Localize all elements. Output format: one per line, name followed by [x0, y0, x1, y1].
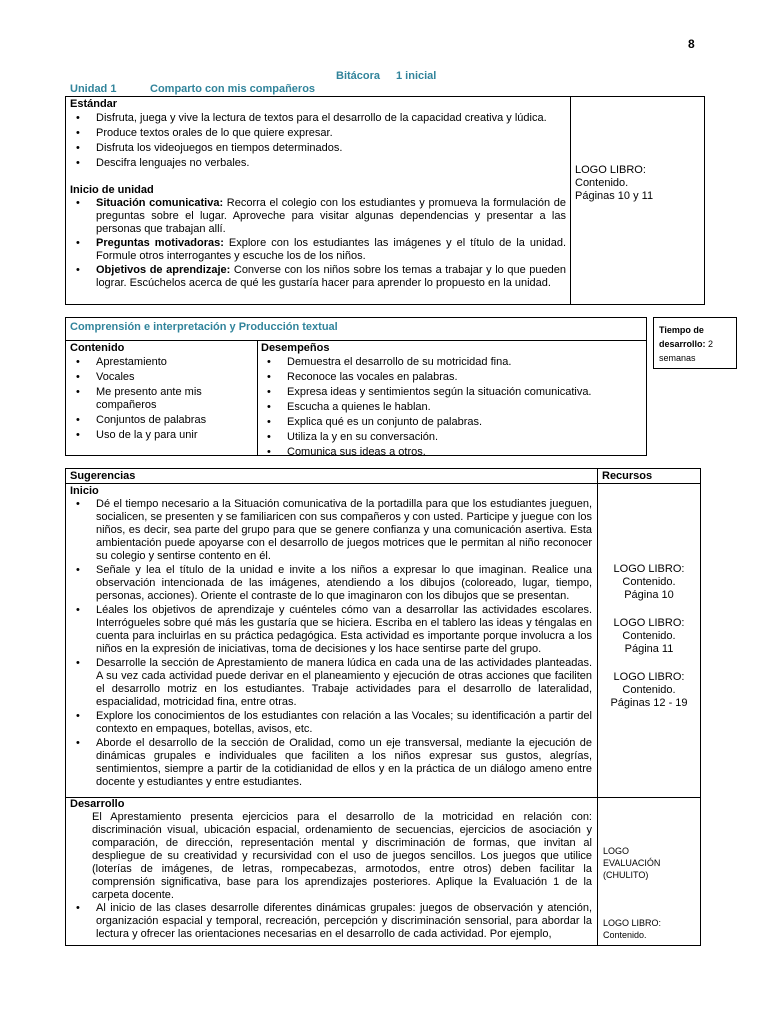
list-item: • Escucha a quienes le hablan. — [261, 401, 641, 414]
resource-block — [599, 671, 699, 710]
unit-number: Unidad 1 — [70, 83, 117, 95]
resource-line: Contenido. — [603, 930, 647, 940]
content-title: Contenido — [70, 342, 125, 354]
list-item: • Señale y lea el título de la unidad e invite a los niños a expresar lo que imaginan. Realice una observación intencionada de las imágenes, atendiendo a los dibujos (coloreado, lugar, tiempo, personas, acciones). Oriente el contraste de lo que imaginaron con los dibujos que se presentan. — [70, 564, 592, 603]
list-item: • Aborde el desarrollo de la sección de Oralidad, como un eje transversal, mediante la ejecución de dinámicas grupales e individuales que faciliten a los niños expresar sus gustos, alegrías, sentimientos, siempre a partir de la cotidianidad de ellos y en la práctica de un diálogo ameno entre docente y estudiantes y entre estudiantes. — [70, 737, 592, 789]
divider — [66, 483, 700, 484]
resource-block — [599, 617, 699, 656]
list-item: • Explica qué es un conjunto de palabras. — [261, 416, 641, 429]
page-number: 8 — [688, 37, 695, 51]
list-item: • Disfruta, juega y vive la lectura de textos para el desarrollo de la capacidad creativa y lúdica. — [70, 112, 566, 125]
standard-title: Estándar — [70, 98, 118, 110]
list-item: • Aprestamiento — [70, 356, 253, 369]
list-item: • Expresa ideas y sentimientos según la situación comunicativa. — [261, 386, 641, 399]
resource-line: LOGO LIBRO: — [575, 164, 646, 176]
resource-line: Contenido. — [575, 177, 629, 189]
start-list — [70, 197, 566, 290]
performance-list — [261, 356, 641, 459]
start-item-label: Objetivos de aprendizaje: — [96, 264, 231, 276]
resource-line: Páginas 10 y 11 — [575, 190, 654, 202]
list-item: • Reconoce las vocales en palabras. — [261, 371, 641, 384]
list-item: • Conjuntos de palabras — [70, 414, 253, 427]
start-item-text: Explore con los estudiantes las imágenes y el título de la unidad. Formule otros interrogantes y escuche los de los niños. — [96, 237, 566, 262]
inicio-title: Inicio — [70, 485, 99, 497]
list-item: • Explore los conocimientos de los estudiantes con relación a las Vocales; su identificación a partir del contexto en empaques, botellas, avisos, etc. — [70, 710, 592, 736]
col-header-suggestions: Sugerencias — [70, 470, 136, 482]
list-item — [70, 264, 566, 290]
list-item: • Dé el tiempo necesario a la Situación comunicativa de la portadilla para que los estudiantes jueguen, socialicen, se presenten y se familiaricen con sus compañeros y con usted. Participe y juegue con los niños, es decir, sea parte del grupo para que se genere confianza y una comunicación asertiva. Esta ambientación puede apoyarse con el desarrollo de juegos motrices que le permitan al niño reconocer su colegio y sentirse contento en él. — [70, 498, 592, 563]
col-header-resources: Recursos — [602, 470, 653, 482]
content-box — [65, 317, 647, 456]
list-item: • Produce textos orales de lo que quiere expresar. — [70, 127, 566, 140]
header-bitacora: Bitácora — [336, 70, 381, 82]
resource-line: LOGO LIBRO: — [613, 671, 685, 683]
start-item-text: Converse con los niños sobre los temas a trabajar y lo que pueden lograr. Escúchelos acerca de qué les gustaría hacer para aprender lo propuesto en la unidad. — [96, 264, 566, 289]
standards-box — [65, 96, 705, 305]
resource-line: LOGO LIBRO: — [613, 563, 685, 575]
resource-block — [603, 917, 698, 941]
resource-line: Páginas 12 - 19 — [610, 697, 688, 709]
header-grade: 1 inicial — [396, 70, 437, 82]
start-item-label: Preguntas motivadoras: — [96, 237, 224, 249]
list-item: • Disfruta los videojuegos en tiempos determinados. — [70, 142, 566, 155]
list-item: • Al inicio de las clases desarrolle diferentes dinámicas grupales: juegos de observación y atención, organización espacial y temporal, recreación, percepción y discriminación sensorial, para abordar la lectura y ofrecer las orientaciones necesarias en el desarrollo de cada actividad. Por ejemplo, — [70, 902, 592, 941]
list-item: • Me presento ante mis compañeros — [70, 386, 253, 412]
desarrollo-list — [70, 902, 592, 941]
resource-line: LOGO LIBRO: — [613, 617, 685, 629]
list-item: • Utiliza la y en su conversación. — [261, 431, 641, 444]
divider — [66, 340, 646, 341]
resource-line: LOGO LIBRO: — [603, 918, 662, 928]
standards-resources — [575, 164, 700, 203]
performance-title: Desempeños — [261, 342, 330, 354]
resource-block — [603, 845, 698, 881]
section-title: Comprensión e interpretación y Producción textual — [70, 321, 338, 333]
resource-line: Página 11 — [624, 643, 674, 655]
inicio-list — [70, 498, 592, 789]
list-item: • Uso de la y para unir — [70, 429, 253, 442]
list-item: • Léales los objetivos de aprendizaje y cuénteles cómo van a desarrollar las actividades escolares. Interrógueles sobre qué más les gustaría que se hiciera. Escriba en el tablero las ideas y téngalas en cuenta para incluirlas en su práctica pedagógica. Esta actividad es importante porque involucra a los niños en la expresión de iniciativas, toma de decisiones y los hace sentirse parte del grupo. — [70, 604, 592, 656]
list-item — [70, 197, 566, 236]
divider — [257, 340, 258, 455]
time-box — [653, 317, 737, 369]
list-item: • Comunica sus ideas a otros. — [261, 446, 641, 459]
start-item-label: Situación comunicativa: — [96, 197, 224, 209]
resource-line: Contenido. — [622, 630, 676, 642]
resource-block — [599, 563, 699, 602]
time-value: 2 semanas — [659, 339, 714, 363]
desarrollo-title: Desarrollo — [70, 798, 125, 810]
resource-line: EVALUACIÓN — [603, 858, 661, 868]
list-item: • Vocales — [70, 371, 253, 384]
divider — [597, 469, 598, 945]
resource-line: Contenido. — [622, 576, 676, 588]
time-label: Tiempo de desarrollo: — [659, 325, 706, 349]
unit-title: Comparto con mis compañeros — [150, 83, 316, 95]
list-item: • Descifra lenguajes no verbales. — [70, 157, 566, 170]
suggestions-box — [65, 468, 701, 946]
resource-line: (CHULITO) — [603, 870, 649, 880]
standards-list — [70, 112, 566, 170]
content-list — [70, 356, 253, 442]
resource-line: Contenido. — [622, 684, 676, 696]
standards-divider — [570, 97, 571, 304]
list-item — [70, 237, 566, 263]
start-item-text: Recorra el colegio con los estudiantes y promueva la formulación de preguntas sobre el lugar. Aproveche para visitar algunas dependencias y presentar a las personas que trabajan allí. — [96, 197, 566, 235]
list-item: • Demuestra el desarrollo de su motricidad fina. — [261, 356, 641, 369]
resource-line: Página 10 — [624, 589, 674, 601]
list-item: • Desarrolle la sección de Aprestamiento de manera lúdica en cada una de las actividades planteadas. A su vez cada actividad puede derivar en el planeamiento y ejecución de otras acciones que faciliten el desarrollo motriz en los estudiantes. Trabaje actividades para el desarrollo de lateralidad, espacialidad, motricidad fina, entre otras. — [70, 657, 592, 709]
desarrollo-paragraph: El Aprestamiento presenta ejercicios para el desarrollo de la motricidad en relación con: discriminación visual, ubicación espacial, ordenamiento de secuencias, ejercicios de asociación y comparación, de dirección, representación mental y discriminación de formas, que invitan al despliegue de su creatividad y recursividad con el uso de juegos sencillos. Los juegos que utilice (loterías de imágenes, de letras, rompecabezas, armotodos, entre otros) deben facilitar la comprensión significativa, base para los aprendizajes posteriores. Aplique la Evaluación 1 de la carpeta docente. — [92, 811, 592, 901]
resource-line: LOGO — [603, 846, 630, 856]
start-title: Inicio de unidad — [70, 184, 154, 196]
